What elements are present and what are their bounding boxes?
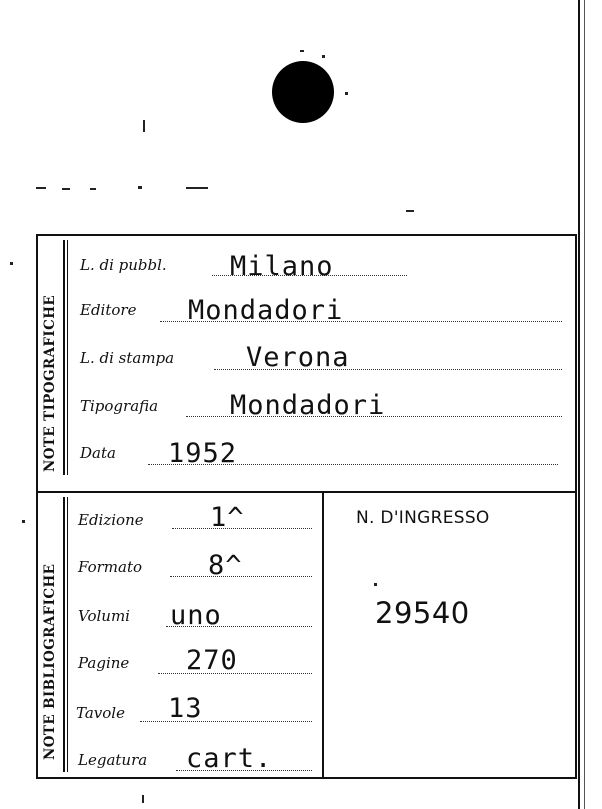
formato-label: Formato [78,558,143,576]
inner-rule [63,240,65,475]
speck [143,120,145,132]
inner-rule [67,240,68,475]
inner-rule [67,497,68,772]
luogo-pubblicazione-label: L. di pubbl. [80,256,167,274]
card-edge-line [578,0,580,809]
speck [374,583,377,586]
numero-ingresso-label: N. D'INGRESSO [356,508,490,528]
card-edge-line [584,0,585,809]
data-value: 1952 [168,438,238,469]
luogo-pubblicazione-value: Milano [230,251,334,282]
tipografia-label: Tipografia [80,397,159,415]
section-divider [36,491,577,493]
pagine-label: Pagine [78,654,130,672]
editore-value: Mondadori [188,295,344,326]
speck [138,186,142,189]
dotted-line [140,721,312,722]
volumi-value: uno [170,600,222,631]
luogo-stampa-label: L. di stampa [80,349,175,367]
section-title-bibliografiche: NOTE BIBLIOGRAFICHE [42,563,58,760]
speck [322,55,325,58]
punch-hole [272,61,334,123]
volumi-label: Volumi [78,607,130,625]
tavole-value: 13 [168,693,203,724]
editore-label: Editore [80,301,137,319]
inner-rule [63,497,65,772]
column-divider [322,493,324,778]
speck [345,92,348,95]
speck [22,520,25,523]
speck [62,188,70,190]
tavole-label: Tavole [76,704,125,722]
luogo-stampa-value: Verona [246,342,350,373]
numero-ingresso-value: 29540 [375,596,470,630]
legatura-label: Legatura [78,751,148,769]
data-label: Data [80,444,116,462]
section-title-tipografiche: NOTE TIPOGRAFICHE [42,294,58,472]
speck [186,187,208,189]
legatura-value: cart. [186,743,273,774]
edizione-value: 1^ [210,502,245,533]
pagine-value: 270 [186,645,238,676]
speck [300,50,304,52]
speck [10,262,13,265]
speck [142,795,144,803]
speck [406,210,414,212]
formato-value: 8^ [208,550,243,581]
tipografia-value: Mondadori [230,390,386,421]
speck [36,187,46,189]
speck [90,188,96,190]
edizione-label: Edizione [78,511,144,529]
